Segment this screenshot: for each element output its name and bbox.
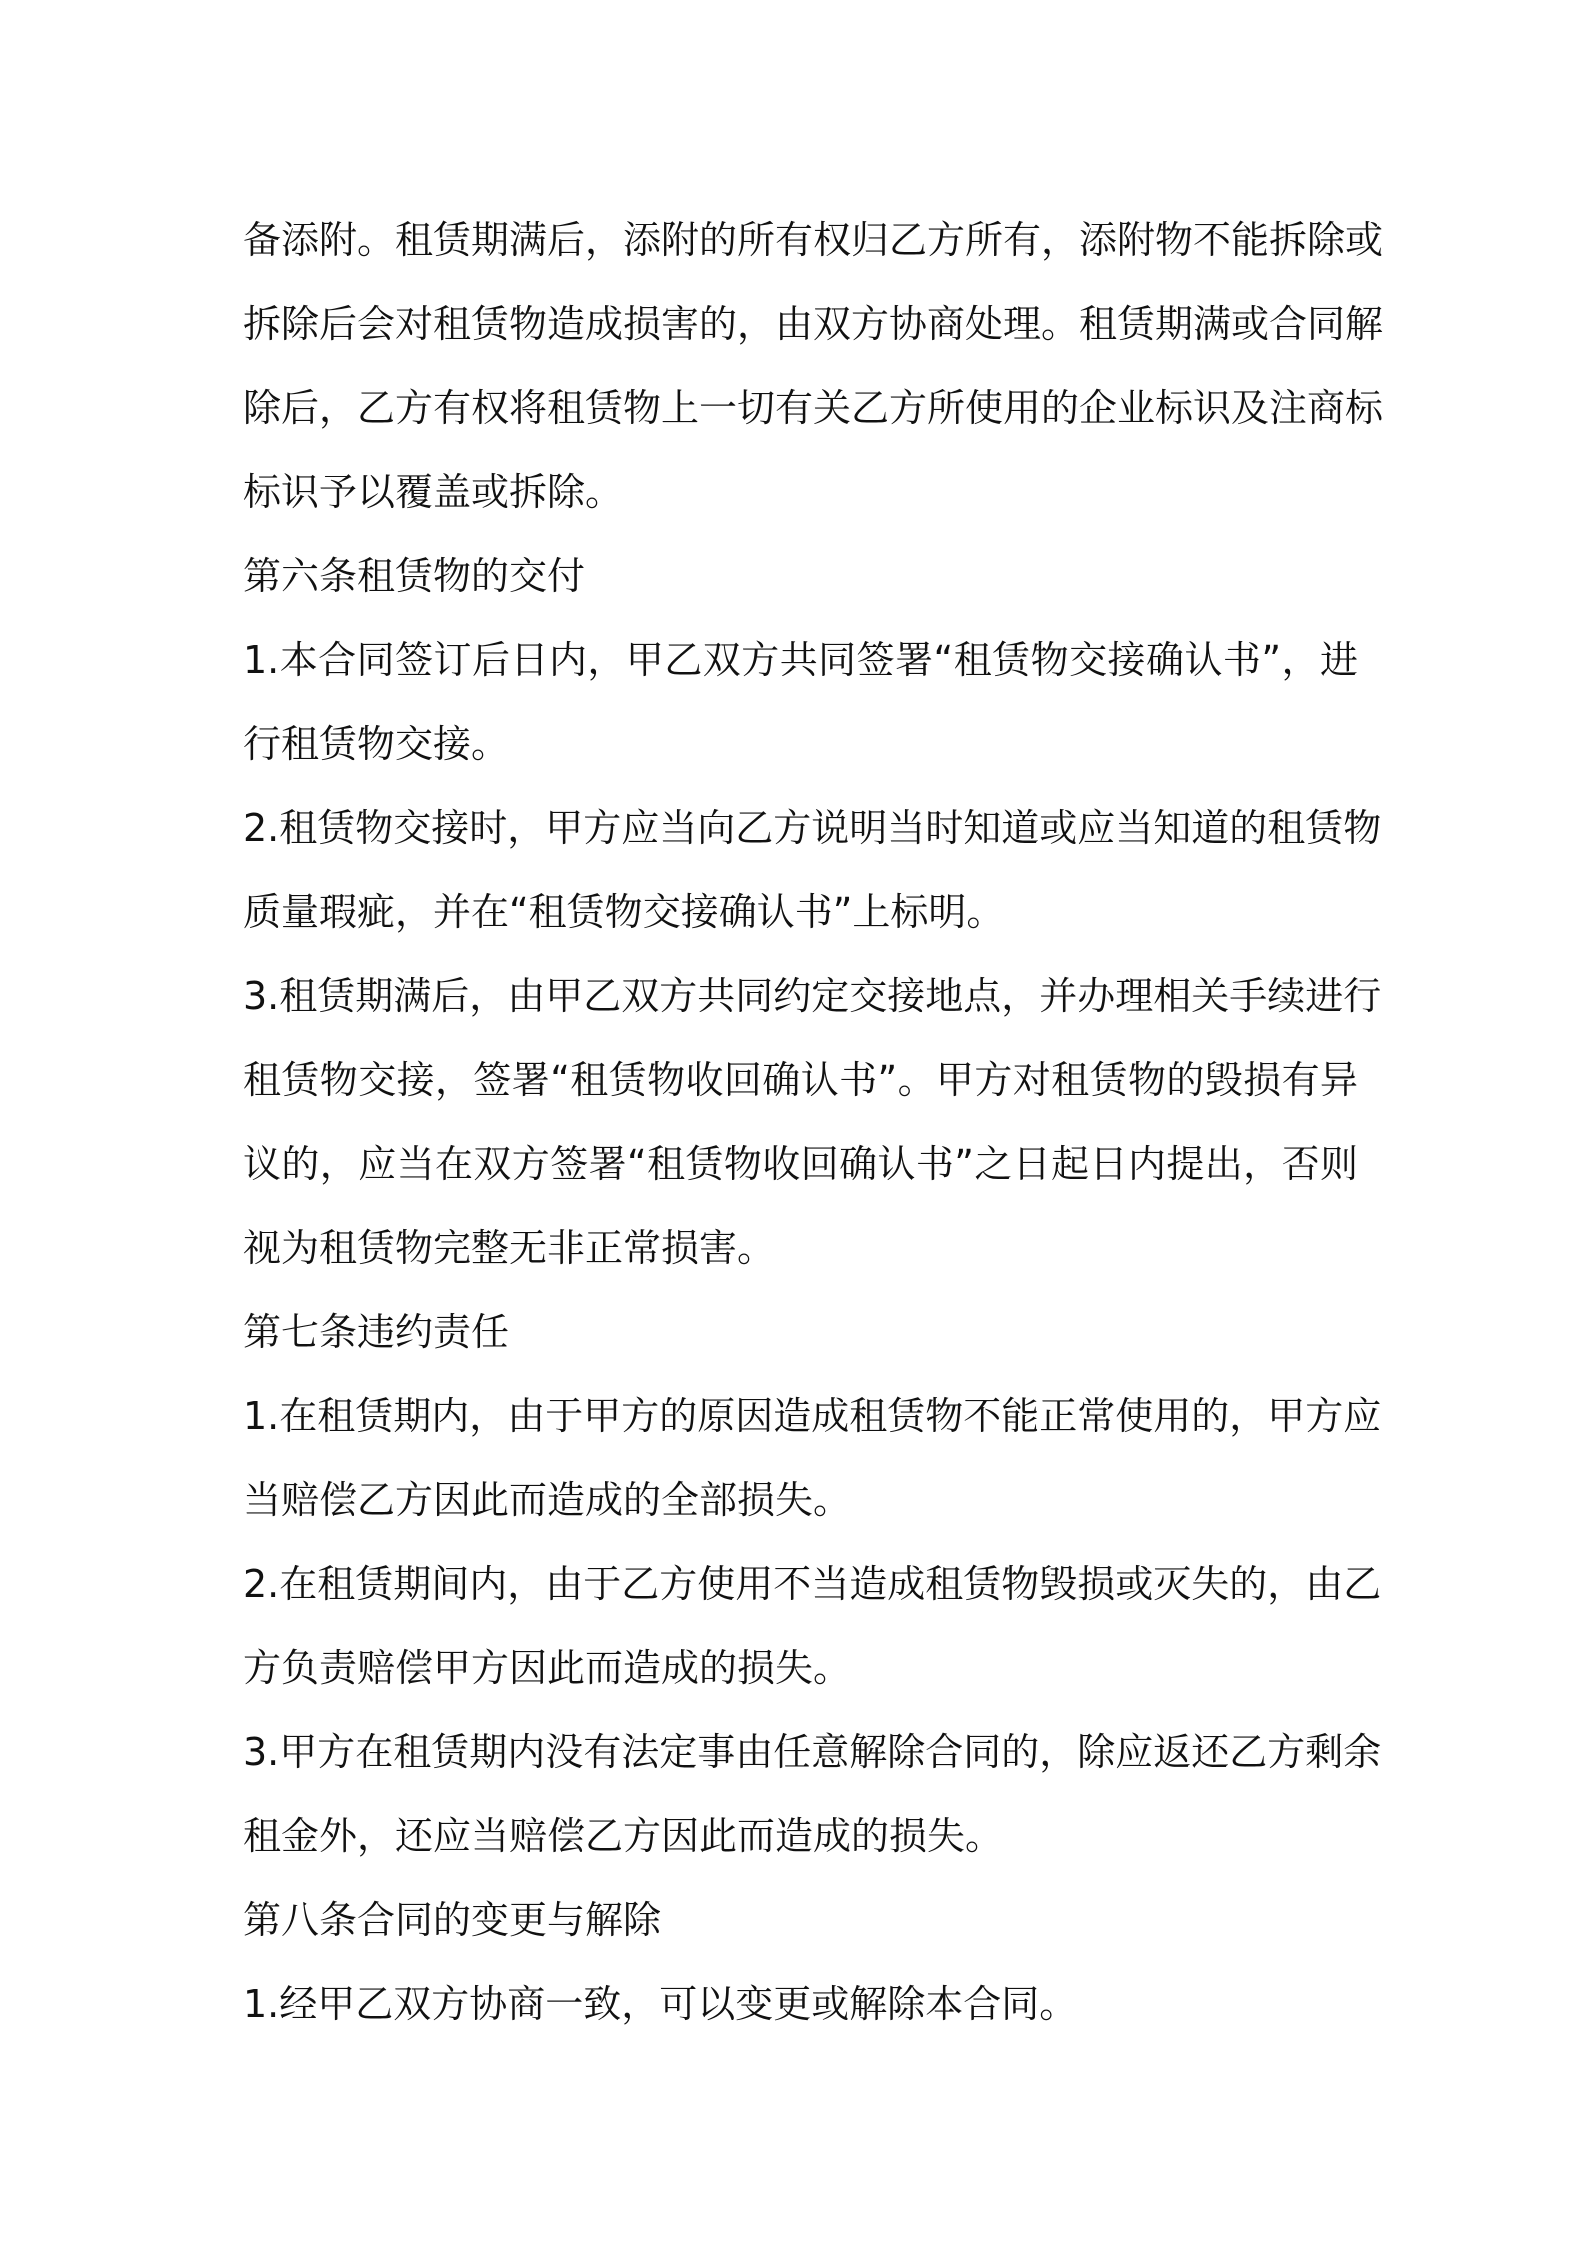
text-line: 行租赁物交接。: [243, 722, 510, 766]
document-body: [243, 198, 1384, 2046]
text-line: 1.本合同签订后日内，甲乙双方共同签署“租赁物交接确认书”，进: [243, 638, 1358, 682]
text-line: 视为租赁物完整无非正常损害。: [243, 1226, 776, 1270]
text-line: 第八条合同的变更与解除: [243, 1898, 662, 1942]
text-line: 方负责赔偿甲方因此而造成的损失。: [243, 1646, 852, 1690]
text-line: 备添附。租赁期满后，添附的所有权归乙方所有，添附物不能拆除或: [243, 218, 1384, 262]
text-line: 3.租赁期满后，由甲乙双方共同约定交接地点，并办理相关手续进行: [243, 974, 1382, 1018]
text-line: 议的，应当在双方签署“租赁物收回确认书”之日起日内提出，否则: [243, 1142, 1358, 1186]
text-line: 除后，乙方有权将租赁物上一切有关乙方所使用的企业标识及注商标: [243, 386, 1384, 430]
text-line: 标识予以覆盖或拆除。: [243, 470, 624, 514]
text-line: 3.甲方在租赁期内没有法定事由任意解除合同的，除应返还乙方剩余: [243, 1730, 1382, 1774]
text-line: 租金外，还应当赔偿乙方因此而造成的损失。: [243, 1814, 1004, 1858]
text-line: 租赁物交接，签署“租赁物收回确认书”。甲方对租赁物的毁损有异: [243, 1058, 1358, 1102]
text-line: 质量瑕疵，并在“租赁物交接确认书”上标明。: [243, 890, 1005, 934]
text-line: 第六条租赁物的交付: [243, 554, 586, 598]
text-line: 拆除后会对租赁物造成损害的，由双方协商处理。租赁期满或合同解: [243, 302, 1384, 346]
text-line: 1.经甲乙双方协商一致，可以变更或解除本合同。: [243, 1982, 1078, 2026]
text-line: 当赔偿乙方因此而造成的全部损失。: [243, 1478, 852, 1522]
text-line: 第七条违约责任: [243, 1310, 510, 1354]
text-line: 2.租赁物交接时，甲方应当向乙方说明当时知道或应当知道的租赁物: [243, 806, 1382, 850]
text-line: 2.在租赁期间内，由于乙方使用不当造成租赁物毁损或灭失的，由乙: [243, 1562, 1382, 1606]
text-line: 1.在租赁期内，由于甲方的原因造成租赁物不能正常使用的，甲方应: [243, 1394, 1382, 1438]
